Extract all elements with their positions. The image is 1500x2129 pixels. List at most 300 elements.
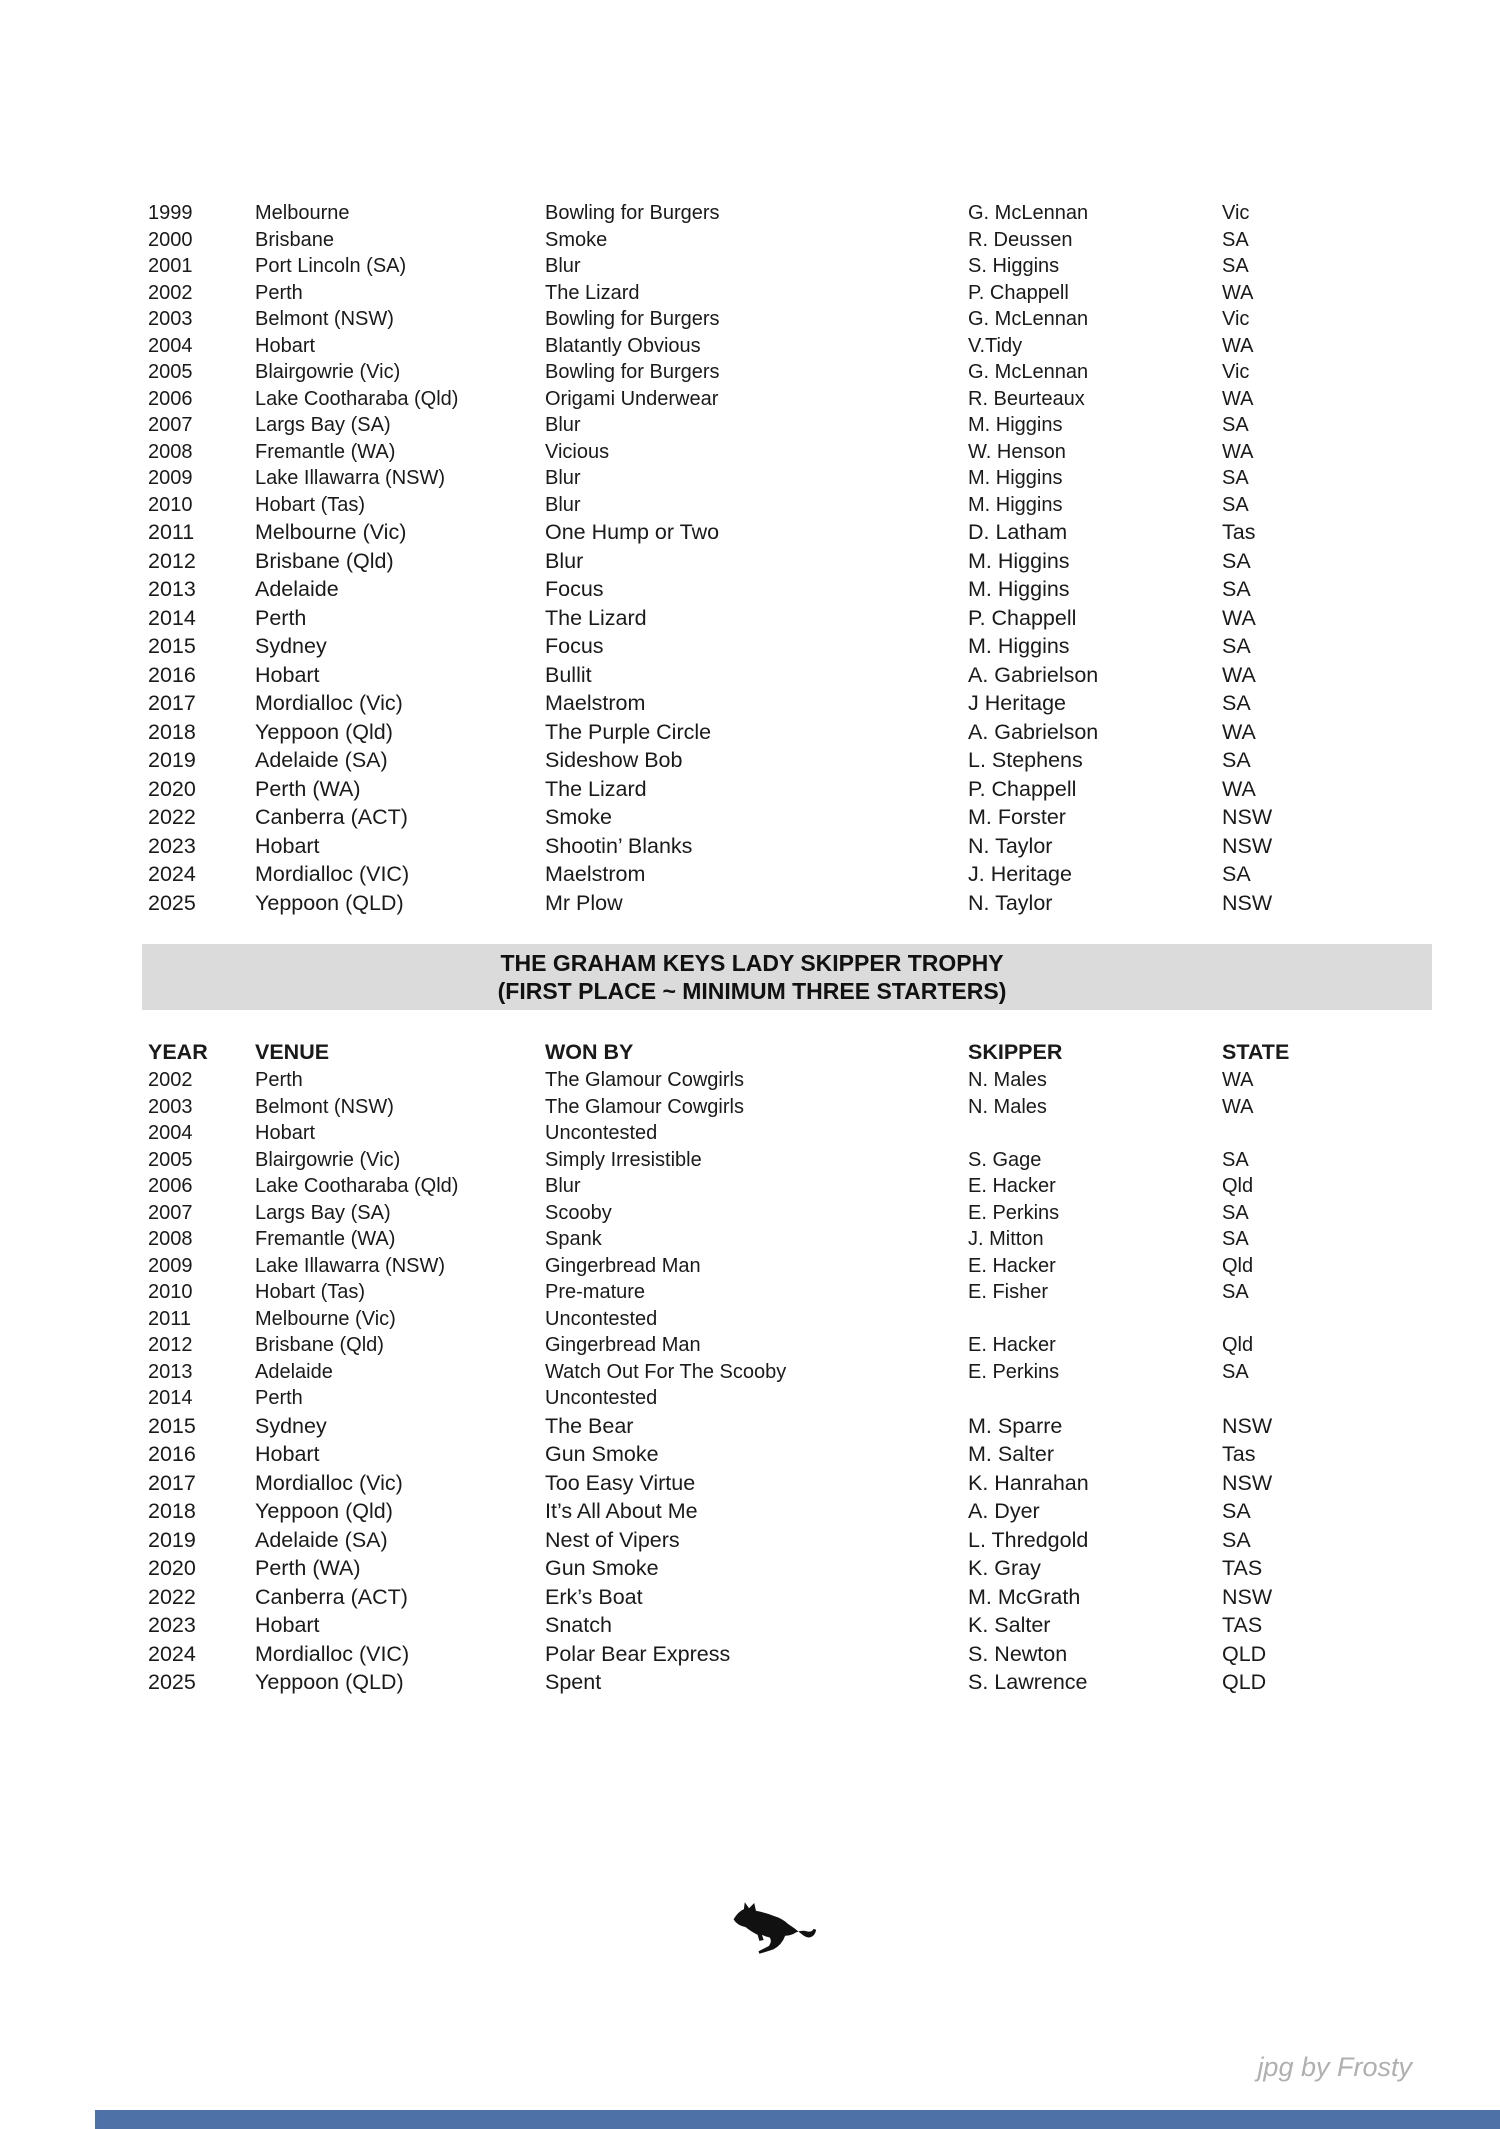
skipper-cell: K. Gray — [968, 1556, 1041, 1580]
state-cell: WA — [1222, 387, 1254, 410]
state-cell: Vic — [1222, 361, 1250, 383]
table-row — [148, 632, 1448, 661]
year-cell: 2001 — [148, 255, 193, 277]
year-cell: 2015 — [148, 1413, 196, 1438]
skipper-cell: P. Chappell — [968, 776, 1077, 801]
boat-name-cell: Watch Out For The Scooby — [545, 1360, 787, 1383]
year-cell: 2022 — [148, 1584, 196, 1609]
year-cell: 1999 — [148, 202, 193, 224]
boat-name-cell: Origami Underwear — [545, 387, 719, 410]
venue-cell: Hobart (Tas) — [255, 1281, 366, 1303]
year-cell: 2014 — [148, 605, 196, 630]
skipper-cell: P. Chappell — [968, 281, 1069, 304]
venue-cell: Blairgowrie (Vic) — [255, 361, 401, 383]
state-cell: NSW — [1222, 1584, 1273, 1609]
skipper-cell: S. Lawrence — [968, 1670, 1088, 1694]
state-cell — [1222, 1385, 1448, 1412]
boat-name-cell: Bullit — [545, 662, 592, 687]
table-row — [148, 1094, 1448, 1121]
state-cell: WA — [1222, 1095, 1254, 1118]
year-cell: 2015 — [148, 634, 196, 658]
venue-cell: Perth (WA) — [255, 776, 361, 801]
skipper-cell: J Heritage — [968, 691, 1066, 715]
venue-cell: Mordialloc (VIC) — [255, 862, 410, 886]
graham-keys-trophy-banner — [142, 944, 1432, 1010]
year-cell: 2022 — [148, 805, 196, 829]
state-cell: WA — [1222, 281, 1254, 304]
boat-name-cell: Maelstrom — [545, 862, 646, 886]
venue-cell: Melbourne (Vic) — [255, 1307, 396, 1330]
boat-name-cell: Gun Smoke — [545, 1442, 659, 1466]
skipper-cell — [968, 1120, 1222, 1147]
year-cell: 2000 — [148, 228, 193, 251]
boat-name-cell: Sideshow Bob — [545, 748, 683, 772]
year-cell: 2023 — [148, 1613, 196, 1637]
state-cell: WA — [1222, 605, 1256, 630]
skipper-cell — [968, 1306, 1222, 1333]
year-cell: 2003 — [148, 308, 193, 330]
state-cell: SA — [1222, 414, 1249, 436]
year-cell: 2005 — [148, 361, 193, 383]
venue-cell: Melbourne (Vic) — [255, 520, 407, 544]
boat-name-cell: Uncontested — [545, 1387, 658, 1409]
state-cell: Qld — [1222, 1175, 1254, 1197]
boat-name-cell: The Purple Circle — [545, 719, 712, 744]
table-row — [148, 1469, 1448, 1498]
venue-cell: Yeppoon (QLD) — [255, 1670, 404, 1694]
boat-name-cell: Vicious — [545, 440, 610, 463]
boat-name-cell: Simply Irresistible — [545, 1148, 702, 1171]
year-cell: 2014 — [148, 1387, 193, 1409]
venue-cell: Hobart — [255, 662, 320, 687]
skipper-cell: K. Salter — [968, 1613, 1051, 1637]
venue-cell: Canberra (ACT) — [255, 805, 408, 829]
state-cell: SA — [1222, 548, 1251, 573]
year-cell: 2018 — [148, 719, 196, 744]
table-row — [148, 1385, 1448, 1412]
year-cell: 2002 — [148, 281, 193, 304]
boat-name-cell: Blur — [545, 493, 581, 516]
state-cell: SA — [1222, 862, 1251, 886]
boat-name-cell: Blatantly Obvious — [545, 334, 701, 357]
venue-cell: Hobart (Tas) — [255, 493, 366, 516]
boat-name-cell: Spent — [545, 1670, 602, 1694]
state-cell: Tas — [1222, 520, 1256, 544]
boat-name-cell: Uncontested — [545, 1307, 658, 1330]
table-row — [148, 832, 1448, 861]
venue-cell: Canberra (ACT) — [255, 1584, 408, 1609]
state-cell — [1222, 1120, 1448, 1147]
venue-cell: Yeppoon (Qld) — [255, 719, 393, 744]
trophy-title: THE GRAHAM KEYS LADY SKIPPER TROPHY — [500, 950, 1004, 976]
skipper-cell: G. McLennan — [968, 202, 1089, 224]
kangaroo-icon — [731, 1899, 817, 1957]
skipper-cell: M. Forster — [968, 805, 1066, 829]
state-cell: TAS — [1222, 1613, 1263, 1637]
boat-name-cell: Blur — [545, 255, 581, 277]
table-row — [148, 889, 1448, 918]
boat-name-cell: Snatch — [545, 1613, 612, 1637]
state-cell: SA — [1222, 1281, 1249, 1303]
skipper-cell: L. Stephens — [968, 748, 1083, 772]
table-row — [148, 492, 1448, 519]
skipper-cell: J. Mitton — [968, 1228, 1044, 1250]
venue-cell: Brisbane — [255, 228, 334, 251]
venue-cell: Belmont (NSW) — [255, 1095, 394, 1118]
venue-cell: Hobart — [255, 1613, 320, 1637]
venue-cell: Yeppoon (QLD) — [255, 890, 404, 915]
skipper-cell: E. Perkins — [968, 1201, 1060, 1224]
state-cell: SA — [1222, 467, 1249, 489]
boat-name-cell: One Hump or Two — [545, 520, 720, 544]
table-row — [148, 306, 1448, 333]
table-row — [148, 1554, 1448, 1583]
boat-name-cell: Nest of Vipers — [545, 1527, 680, 1552]
year-cell: 2006 — [148, 1175, 193, 1197]
table-row — [148, 604, 1448, 633]
table-row — [148, 860, 1448, 889]
boat-name-cell: Blur — [545, 1175, 581, 1197]
boat-name-cell: Erk’s Boat — [545, 1584, 643, 1609]
table-row — [148, 575, 1448, 604]
year-cell: 2010 — [148, 1281, 193, 1303]
table-row — [148, 1640, 1448, 1669]
boat-name-cell: Polar Bear Express — [545, 1641, 731, 1666]
state-cell: SA — [1222, 255, 1249, 277]
boat-name-cell: Bowling for Burgers — [545, 308, 720, 330]
venue-cell: Belmont (NSW) — [255, 308, 394, 330]
boat-name-cell: Mr Plow — [545, 890, 623, 915]
skipper-cell: A. Dyer — [968, 1499, 1040, 1523]
boat-name-cell: Uncontested — [545, 1122, 658, 1144]
table-row — [148, 718, 1448, 747]
boat-name-cell: It’s All About Me — [545, 1499, 698, 1523]
state-cell: SA — [1222, 1499, 1251, 1523]
open-trophy-results-table — [148, 200, 1448, 917]
year-cell: 2020 — [148, 1556, 196, 1580]
venue-cell: Adelaide — [255, 577, 339, 601]
boat-name-cell: Blur — [545, 414, 581, 436]
venue-cell: Brisbane (Qld) — [255, 548, 394, 573]
year-cell: 2011 — [148, 1307, 192, 1330]
table-row — [148, 1412, 1448, 1441]
year-cell: 2007 — [148, 414, 193, 436]
state-cell: TAS — [1222, 1556, 1263, 1580]
year-cell: 2024 — [148, 1641, 196, 1666]
skipper-cell: W. Henson — [968, 440, 1066, 463]
boat-name-cell: Spank — [545, 1228, 602, 1250]
state-cell: WA — [1222, 776, 1256, 801]
state-cell: QLD — [1222, 1670, 1267, 1694]
table-row — [148, 775, 1448, 804]
table-row — [148, 439, 1448, 466]
table-row — [148, 1583, 1448, 1612]
state-cell: NSW — [1222, 833, 1273, 858]
state-cell: QLD — [1222, 1641, 1267, 1666]
trophy-subtitle: (FIRST PLACE ~ MINIMUM THREE STARTERS) — [497, 978, 1007, 1004]
year-cell: 2003 — [148, 1095, 193, 1118]
table-row — [148, 689, 1448, 718]
boat-name-cell: Gingerbread Man — [545, 1334, 701, 1356]
year-cell: 2007 — [148, 1201, 193, 1224]
skipper-cell: S. Newton — [968, 1641, 1068, 1666]
state-cell: WA — [1222, 440, 1254, 463]
state-cell: NSW — [1222, 890, 1273, 915]
year-cell: 2025 — [148, 890, 196, 915]
skipper-cell: S. Gage — [968, 1148, 1042, 1171]
boat-name-cell: The Lizard — [545, 281, 640, 304]
state-cell: WA — [1222, 334, 1254, 357]
year-cell: 2019 — [148, 1527, 196, 1552]
watermark-text: jpg by Frosty — [1257, 2052, 1412, 2082]
table-row — [148, 1173, 1448, 1200]
skipper-cell: E. Hacker — [968, 1254, 1056, 1277]
venue-cell: Sydney — [255, 634, 327, 658]
table-row — [148, 1067, 1448, 1094]
state-cell: NSW — [1222, 805, 1273, 829]
table-row — [148, 465, 1448, 492]
table-row — [148, 1611, 1448, 1640]
skipper-cell: A. Gabrielson — [968, 719, 1099, 744]
state-cell: SA — [1222, 577, 1251, 601]
skipper-cell: M. Sparre — [968, 1413, 1063, 1438]
column-header-year: YEAR — [148, 1040, 208, 1064]
venue-cell: Mordialloc (Vic) — [255, 1470, 403, 1495]
venue-cell: Melbourne — [255, 202, 350, 224]
year-cell: 2011 — [148, 520, 195, 544]
boat-name-cell: Scooby — [545, 1201, 612, 1224]
table-row — [148, 1279, 1448, 1306]
table-row — [148, 1147, 1448, 1174]
table-row — [148, 1497, 1448, 1526]
table-row — [148, 1526, 1448, 1555]
venue-cell: Perth — [255, 281, 303, 304]
skipper-cell: M. Salter — [968, 1442, 1055, 1466]
state-cell: SA — [1222, 1527, 1251, 1552]
state-cell: WA — [1222, 1069, 1254, 1091]
table-row — [148, 1226, 1448, 1253]
state-cell: Tas — [1222, 1442, 1256, 1466]
year-cell: 2012 — [148, 1334, 193, 1356]
skipper-cell: L. Thredgold — [968, 1527, 1089, 1552]
boat-name-cell: The Lizard — [545, 776, 647, 801]
year-cell: 2008 — [148, 1228, 193, 1250]
table-row — [148, 746, 1448, 775]
boat-name-cell: Gun Smoke — [545, 1556, 659, 1580]
year-cell: 2013 — [148, 1360, 193, 1383]
venue-cell: Perth — [255, 1069, 303, 1091]
column-header-won-by: WON BY — [545, 1040, 634, 1064]
venue-cell: Largs Bay (SA) — [255, 414, 391, 436]
skipper-cell: N. Males — [968, 1069, 1047, 1091]
boat-name-cell: Bowling for Burgers — [545, 202, 720, 224]
year-cell: 2012 — [148, 548, 196, 573]
column-header-venue: VENUE — [255, 1040, 330, 1064]
bottom-blue-bar — [95, 2110, 1500, 2129]
state-cell: SA — [1222, 228, 1249, 251]
column-header-skipper: SKIPPER — [968, 1040, 1063, 1064]
skipper-cell: M. McGrath — [968, 1584, 1081, 1609]
skipper-cell: R. Deussen — [968, 228, 1073, 251]
year-cell: 2017 — [148, 1470, 196, 1495]
lady-skipper-table-header — [148, 1039, 1448, 1065]
state-cell: Qld — [1222, 1334, 1254, 1356]
venue-cell: Perth — [255, 605, 307, 630]
venue-cell: Perth — [255, 1387, 303, 1409]
venue-cell: Lake Illawarra (NSW) — [255, 467, 446, 489]
year-cell: 2017 — [148, 691, 196, 715]
venue-cell: Lake Cootharaba (Qld) — [255, 1175, 459, 1197]
state-cell: Vic — [1222, 308, 1250, 330]
state-cell: SA — [1222, 691, 1251, 715]
boat-name-cell: Smoke — [545, 805, 612, 829]
skipper-cell: R. Beurteaux — [968, 387, 1085, 410]
state-cell: NSW — [1222, 1413, 1273, 1438]
venue-cell: Mordialloc (VIC) — [255, 1641, 410, 1666]
skipper-cell: D. Latham — [968, 520, 1068, 544]
skipper-cell: M. Higgins — [968, 414, 1063, 436]
table-row — [148, 386, 1448, 413]
table-row — [148, 518, 1448, 547]
skipper-cell: M. Higgins — [968, 634, 1070, 658]
skipper-cell: J. Heritage — [968, 862, 1072, 886]
skipper-cell: N. Taylor — [968, 833, 1053, 858]
year-cell: 2016 — [148, 662, 196, 687]
skipper-cell: K. Hanrahan — [968, 1470, 1089, 1495]
venue-cell: Adelaide (SA) — [255, 748, 388, 772]
skipper-cell: M. Higgins — [968, 467, 1063, 489]
table-row — [148, 253, 1448, 280]
skipper-cell: S. Higgins — [968, 255, 1060, 277]
boat-name-cell: Too Easy Virtue — [545, 1470, 696, 1495]
table-row — [148, 803, 1448, 832]
table-row — [148, 1332, 1448, 1359]
year-cell: 2019 — [148, 748, 196, 772]
state-cell: NSW — [1222, 1470, 1273, 1495]
state-cell: SA — [1222, 1201, 1249, 1224]
boat-name-cell: Bowling for Burgers — [545, 361, 720, 383]
state-cell: SA — [1222, 1228, 1249, 1250]
year-cell: 2006 — [148, 387, 193, 410]
year-cell: 2020 — [148, 776, 196, 801]
table-row — [148, 547, 1448, 576]
boat-name-cell: Gingerbread Man — [545, 1254, 701, 1277]
skipper-cell: N. Taylor — [968, 890, 1053, 915]
table-row — [148, 280, 1448, 307]
skipper-cell: G. McLennan — [968, 361, 1089, 383]
venue-cell: Adelaide — [255, 1360, 333, 1383]
venue-cell: Largs Bay (SA) — [255, 1201, 391, 1224]
year-cell: 2004 — [148, 334, 193, 357]
state-cell: WA — [1222, 662, 1256, 687]
table-row — [148, 661, 1448, 690]
boat-name-cell: The Glamour Cowgirls — [545, 1095, 744, 1118]
skipper-cell: M. Higgins — [968, 548, 1070, 573]
state-cell — [1222, 1306, 1448, 1333]
boat-name-cell: Maelstrom — [545, 691, 646, 715]
table-row — [148, 1120, 1448, 1147]
venue-cell: Lake Illawarra (NSW) — [255, 1254, 446, 1277]
skipper-cell: E. Hacker — [968, 1334, 1056, 1356]
venue-cell: Hobart — [255, 334, 316, 357]
venue-cell: Sydney — [255, 1413, 327, 1438]
skipper-cell — [968, 1385, 1222, 1412]
skipper-cell: E. Perkins — [968, 1360, 1060, 1383]
boat-name-cell: Pre-mature — [545, 1281, 646, 1303]
skipper-cell: P. Chappell — [968, 605, 1077, 630]
state-cell: SA — [1222, 1360, 1249, 1383]
column-header-state: STATE — [1222, 1040, 1290, 1064]
venue-cell: Fremantle (WA) — [255, 440, 396, 463]
year-cell: 2009 — [148, 1254, 193, 1277]
boat-name-cell: Shootin’ Blanks — [545, 833, 693, 858]
year-cell: 2002 — [148, 1069, 193, 1091]
table-row — [148, 359, 1448, 386]
venue-cell: Port Lincoln (SA) — [255, 255, 407, 277]
state-cell: SA — [1222, 493, 1249, 516]
boat-name-cell: Focus — [545, 634, 604, 658]
venue-cell: Adelaide (SA) — [255, 1527, 388, 1552]
year-cell: 2018 — [148, 1499, 196, 1523]
table-row — [148, 1306, 1448, 1333]
table-row — [148, 227, 1448, 254]
venue-cell: Fremantle (WA) — [255, 1228, 396, 1250]
boat-name-cell: Blur — [545, 467, 581, 489]
state-cell: WA — [1222, 719, 1256, 744]
skipper-cell: N. Males — [968, 1095, 1047, 1118]
table-row — [148, 412, 1448, 439]
year-cell: 2005 — [148, 1148, 193, 1171]
year-cell: 2016 — [148, 1442, 196, 1466]
boat-name-cell: Focus — [545, 577, 604, 601]
boat-name-cell: The Lizard — [545, 605, 647, 630]
skipper-cell: A. Gabrielson — [968, 662, 1099, 687]
table-row — [148, 1359, 1448, 1386]
venue-cell: Hobart — [255, 833, 320, 858]
state-cell: SA — [1222, 1148, 1249, 1171]
venue-cell: Blairgowrie (Vic) — [255, 1148, 401, 1171]
venue-cell: Hobart — [255, 1122, 316, 1144]
table-row — [148, 1253, 1448, 1280]
boat-name-cell: Blur — [545, 548, 584, 573]
year-cell: 2025 — [148, 1670, 196, 1694]
skipper-cell: M. Higgins — [968, 493, 1063, 516]
venue-cell: Yeppoon (Qld) — [255, 1499, 393, 1523]
year-cell: 2024 — [148, 862, 196, 886]
table-row — [148, 200, 1448, 227]
year-cell: 2013 — [148, 577, 196, 601]
table-row — [148, 1668, 1448, 1697]
table-row — [148, 1440, 1448, 1469]
skipper-cell: M. Higgins — [968, 577, 1070, 601]
skipper-cell: V.Tidy — [968, 334, 1023, 357]
year-cell: 2010 — [148, 493, 193, 516]
venue-cell: Hobart — [255, 1442, 320, 1466]
state-cell: Vic — [1222, 202, 1250, 224]
year-cell: 2004 — [148, 1122, 193, 1144]
state-cell: Qld — [1222, 1254, 1254, 1277]
venue-cell: Mordialloc (Vic) — [255, 691, 403, 715]
venue-cell: Lake Cootharaba (Qld) — [255, 387, 459, 410]
venue-cell: Perth (WA) — [255, 1556, 361, 1580]
table-row — [148, 333, 1448, 360]
skipper-cell: E. Fisher — [968, 1281, 1049, 1303]
skipper-cell: G. McLennan — [968, 308, 1089, 330]
boat-name-cell: The Bear — [545, 1413, 634, 1438]
year-cell: 2008 — [148, 440, 193, 463]
year-cell: 2023 — [148, 833, 196, 858]
year-cell: 2009 — [148, 467, 193, 489]
